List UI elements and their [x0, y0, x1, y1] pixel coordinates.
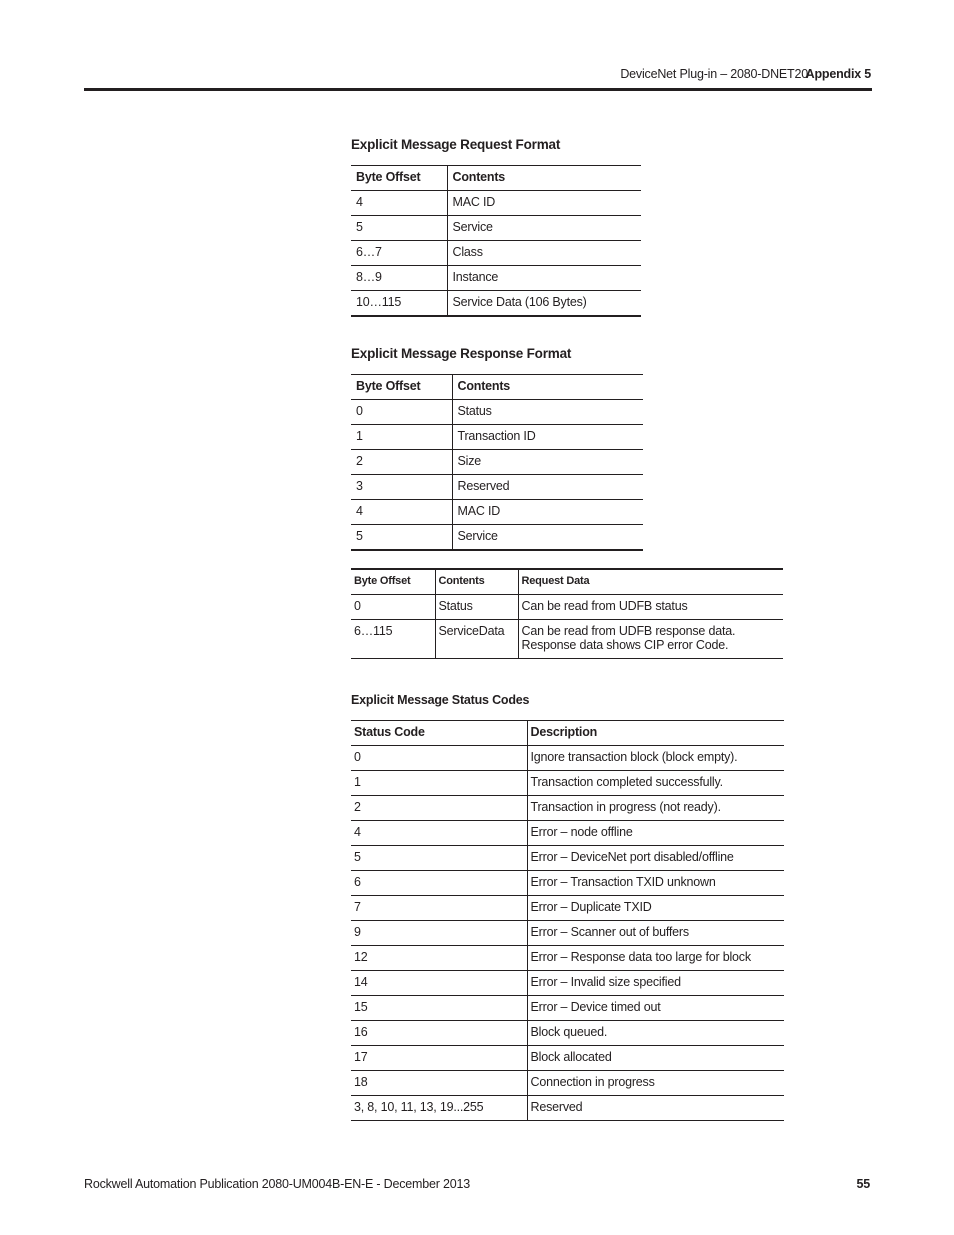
table-row — [351, 1096, 784, 1121]
table-cell: 1 — [351, 771, 527, 796]
table-cell: 0 — [351, 400, 452, 425]
table-row — [351, 619, 783, 658]
table-cell: 12 — [351, 946, 527, 971]
table-cell: Error – node offline — [527, 821, 784, 846]
table-row — [351, 821, 784, 846]
header-appendix: Appendix 5 — [805, 67, 871, 81]
table-cell: Ignore transaction block (block empty). — [527, 746, 784, 771]
table-cell: 15 — [351, 996, 527, 1021]
table-cell: 9 — [351, 921, 527, 946]
table-cell: Status — [435, 594, 518, 619]
column-header: Contents — [435, 569, 518, 594]
table-cell: Size — [452, 450, 643, 475]
table-cell: 17 — [351, 1046, 527, 1071]
table-cell: MAC ID — [447, 191, 641, 216]
table-cell: MAC ID — [452, 500, 643, 525]
table-row — [351, 796, 784, 821]
table-body — [351, 746, 784, 1121]
table-cell: Connection in progress — [527, 1071, 784, 1096]
table-cell: Transaction in progress (not ready). — [527, 796, 784, 821]
table-cell: 7 — [351, 896, 527, 921]
table-row — [351, 191, 641, 216]
table-row — [351, 1071, 784, 1096]
table-row — [351, 400, 643, 425]
table-cell: 3, 8, 10, 11, 13, 19...255 — [351, 1096, 527, 1121]
table-row — [351, 846, 784, 871]
table-cell: 5 — [351, 846, 527, 871]
request-format-caption: Explicit Message Request Format — [351, 137, 561, 152]
header-title: DeviceNet Plug-in – 2080-DNET20 — [620, 67, 808, 81]
table-cell: 4 — [351, 500, 452, 525]
table-cell: 6 — [351, 871, 527, 896]
column-header: Byte Offset — [351, 375, 452, 400]
table-cell: 6…7 — [351, 241, 447, 266]
table-body — [351, 594, 783, 658]
table-row — [351, 500, 643, 525]
table-row — [351, 266, 641, 291]
table-cell: 18 — [351, 1071, 527, 1096]
table-cell: Transaction completed successfully. — [527, 771, 784, 796]
table-cell: Transaction ID — [452, 425, 643, 450]
table-cell: Block allocated — [527, 1046, 784, 1071]
column-header: Contents — [447, 166, 641, 191]
table-cell: Error – Invalid size specified — [527, 971, 784, 996]
column-header: Request Data — [518, 569, 783, 594]
table-cell: Error – Transaction TXID unknown — [527, 871, 784, 896]
table-cell: 2 — [351, 796, 527, 821]
table-cell: 4 — [351, 191, 447, 216]
table-cell: 10…115 — [351, 291, 447, 316]
table-cell: Error – Scanner out of buffers — [527, 921, 784, 946]
table-cell: 8…9 — [351, 266, 447, 291]
column-header: Contents — [452, 375, 643, 400]
table-cell: Instance — [447, 266, 641, 291]
column-header: Byte Offset — [351, 166, 447, 191]
column-header: Byte Offset — [351, 569, 435, 594]
table-row — [351, 475, 643, 500]
table-cell: Service — [452, 525, 643, 550]
table-cell: 5 — [351, 216, 447, 241]
table-row — [351, 291, 641, 316]
table-cell: Block queued. — [527, 1021, 784, 1046]
table-cell: 6…115 — [351, 619, 435, 658]
table-header-row — [351, 375, 643, 400]
table-cell: Error – Device timed out — [527, 996, 784, 1021]
request-data-table — [351, 568, 783, 659]
table-row — [351, 971, 784, 996]
table-cell: ServiceData — [435, 619, 518, 658]
table-cell: 4 — [351, 821, 527, 846]
page-number: 55 — [856, 1177, 870, 1191]
table-cell: Reserved — [452, 475, 643, 500]
table-header-row — [351, 166, 641, 191]
table-body — [351, 400, 643, 550]
table-cell: Service — [447, 216, 641, 241]
request-format-table — [351, 165, 641, 317]
status-codes-caption: Explicit Message Status Codes — [351, 693, 530, 707]
table-row — [351, 921, 784, 946]
table-cell: Reserved — [527, 1096, 784, 1121]
table-row — [351, 871, 784, 896]
table-row — [351, 450, 643, 475]
table-cell: 2 — [351, 450, 452, 475]
table-cell: Can be read from UDFB response data. Response data shows CIP error Code. — [518, 619, 783, 658]
table-cell: Can be read from UDFB status — [518, 594, 783, 619]
table-cell: 14 — [351, 971, 527, 996]
status-codes-table — [351, 720, 784, 1121]
table-cell: Error – DeviceNet port disabled/offline — [527, 846, 784, 871]
table-body — [351, 191, 641, 316]
table-cell: 0 — [351, 746, 527, 771]
table-row — [351, 946, 784, 971]
table-row — [351, 241, 641, 266]
table-row — [351, 896, 784, 921]
table-cell: 5 — [351, 525, 452, 550]
table-cell: 16 — [351, 1021, 527, 1046]
table-header-row — [351, 721, 784, 746]
response-format-caption: Explicit Message Response Format — [351, 346, 572, 361]
table-row — [351, 746, 784, 771]
column-header: Status Code — [351, 721, 527, 746]
table-cell: Error – Duplicate TXID — [527, 896, 784, 921]
table-row — [351, 771, 784, 796]
table-row — [351, 525, 643, 550]
table-row — [351, 996, 784, 1021]
footer-publication: Rockwell Automation Publication 2080-UM004B-EN-E - December 2013 — [84, 1177, 471, 1191]
table-header-row — [351, 569, 783, 594]
table-cell: Service Data (106 Bytes) — [447, 291, 641, 316]
table-row — [351, 425, 643, 450]
table-cell: Error – Response data too large for block — [527, 946, 784, 971]
table-cell: 3 — [351, 475, 452, 500]
table-cell: Class — [447, 241, 641, 266]
header-rule — [84, 88, 872, 91]
table-row — [351, 1021, 784, 1046]
response-format-table — [351, 374, 643, 551]
table-row — [351, 594, 783, 619]
column-header: Description — [527, 721, 784, 746]
table-row — [351, 1046, 784, 1071]
table-cell: 0 — [351, 594, 435, 619]
table-cell: 1 — [351, 425, 452, 450]
table-row — [351, 216, 641, 241]
table-cell: Status — [452, 400, 643, 425]
